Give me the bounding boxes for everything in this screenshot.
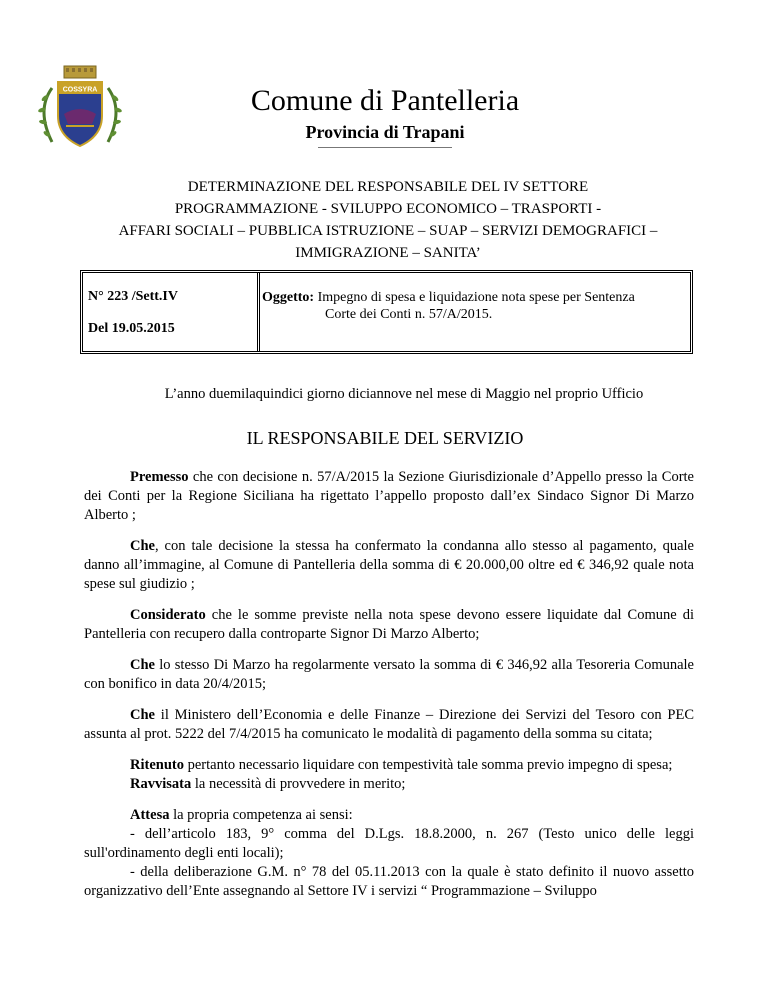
para-lead: Attesa — [130, 807, 170, 823]
heading-line: IMMIGRAZIONE – SANITA’ — [295, 245, 481, 261]
list-item: - della deliberazione G.M. n° 78 del 05.11.2013 con la quale è stato definito il nuovo assetto organizzativo dell’Ente assegnando al Settore IV i servizi “ Programmazione – Sviluppo — [84, 864, 694, 899]
intro-line: L’anno duemilaquindici giorno diciannove nel mese di Maggio nel proprio Ufficio — [164, 386, 644, 402]
paragraph — [84, 706, 694, 744]
para-lead: Considerato — [130, 607, 206, 623]
crest-label: COSSYRA — [62, 86, 98, 94]
heading-line: DETERMINAZIONE DEL RESPONSABILE DEL IV SETTORE — [187, 179, 589, 195]
subject-line-2: Corte dei Conti n. 57/A/2015. — [325, 307, 493, 322]
para-text: la propria competenza ai sensi: — [169, 807, 353, 823]
para-text: che con decisione n. 57/A/2015 la Sezione Giurisdizionale d’Appello presso la Corte dei Conti per la Regione Siciliana ha rigettato l’appello proposto dall’ex Sindaco Signor Di Marzo Alberto ; — [84, 469, 694, 523]
para-text: la necessità di provvedere in merito; — [191, 776, 406, 792]
heading-line: PROGRAMMAZIONE - SVILUPPO ECONOMICO – TRASPORTI - — [174, 201, 602, 217]
para-text: , con tale decisione la stessa ha confermato la condanna allo stesso al pagamento, quale danno all’immagine, al Comune di Pantelleria della somma di € 20.000,00 oltre ed € 346,92 quale nota spese sul giudizio ; — [84, 538, 694, 592]
list-item: - dell’articolo 183, 9° comma del D.Lgs. 18.8.2000, n. 267 (Testo unico delle leggi sull'ordinamento degli enti locali); — [84, 826, 694, 861]
paragraph — [84, 656, 694, 694]
para-text: lo stesso Di Marzo ha regolarmente versato la somma di € 346,92 alla Tesoreria Comunale con bonifico in data 20/4/2015; — [84, 657, 694, 692]
para-text: il Ministero dell’Economia e delle Finanze – Direzione dei Servizi del Tesoro con PEC assunta al prot. 5222 del 7/4/2015 ha comunicato le modalità di pagamento della somma su citata; — [84, 707, 694, 742]
para-lead: Ritenuto — [130, 757, 184, 773]
determination-number: N° 223 /Sett.IV — [88, 289, 178, 304]
paragraph — [84, 468, 694, 525]
document-body — [84, 468, 694, 901]
subject-label: Oggetto: — [262, 290, 315, 305]
subject — [262, 289, 682, 323]
header-rule — [318, 147, 452, 148]
paragraph — [84, 756, 694, 775]
paragraph — [84, 606, 694, 644]
para-text: pertanto necessario liquidare con tempestività tale somma previo impegno di spesa; — [183, 757, 673, 773]
para-lead: Che — [130, 538, 155, 554]
box-divider — [257, 273, 260, 351]
para-lead: Che — [130, 657, 155, 673]
determination-date: Del 19.05.2015 — [88, 321, 175, 336]
para-text: che le somme previste nella nota spese devono essere liquidate dal Comune di Pantelleria con recupero dalla controparte Signor Di Marzo Alberto; — [84, 607, 694, 642]
info-box — [80, 270, 693, 354]
para-lead: Ravvisata — [130, 776, 192, 792]
page-title: Comune di Pantelleria — [250, 84, 520, 117]
heading-line: AFFARI SOCIALI – PUBBLICA ISTRUZIONE – SUAP – SERVIZI DEMOGRAFICI – — [118, 223, 658, 239]
page-subtitle: Provincia di Trapani — [305, 122, 465, 142]
section-title: IL RESPONSABILE DEL SERVIZIO — [246, 428, 524, 448]
paragraph — [84, 775, 694, 794]
para-lead: Che — [130, 707, 155, 723]
para-lead: Premesso — [130, 469, 189, 485]
paragraph — [84, 806, 694, 825]
determination-heading — [60, 176, 716, 264]
subject-line-1: Impegno di spesa e liquidazione nota spese per Sentenza — [314, 290, 635, 305]
coat-of-arms-icon — [30, 64, 130, 154]
paragraph — [84, 537, 694, 594]
